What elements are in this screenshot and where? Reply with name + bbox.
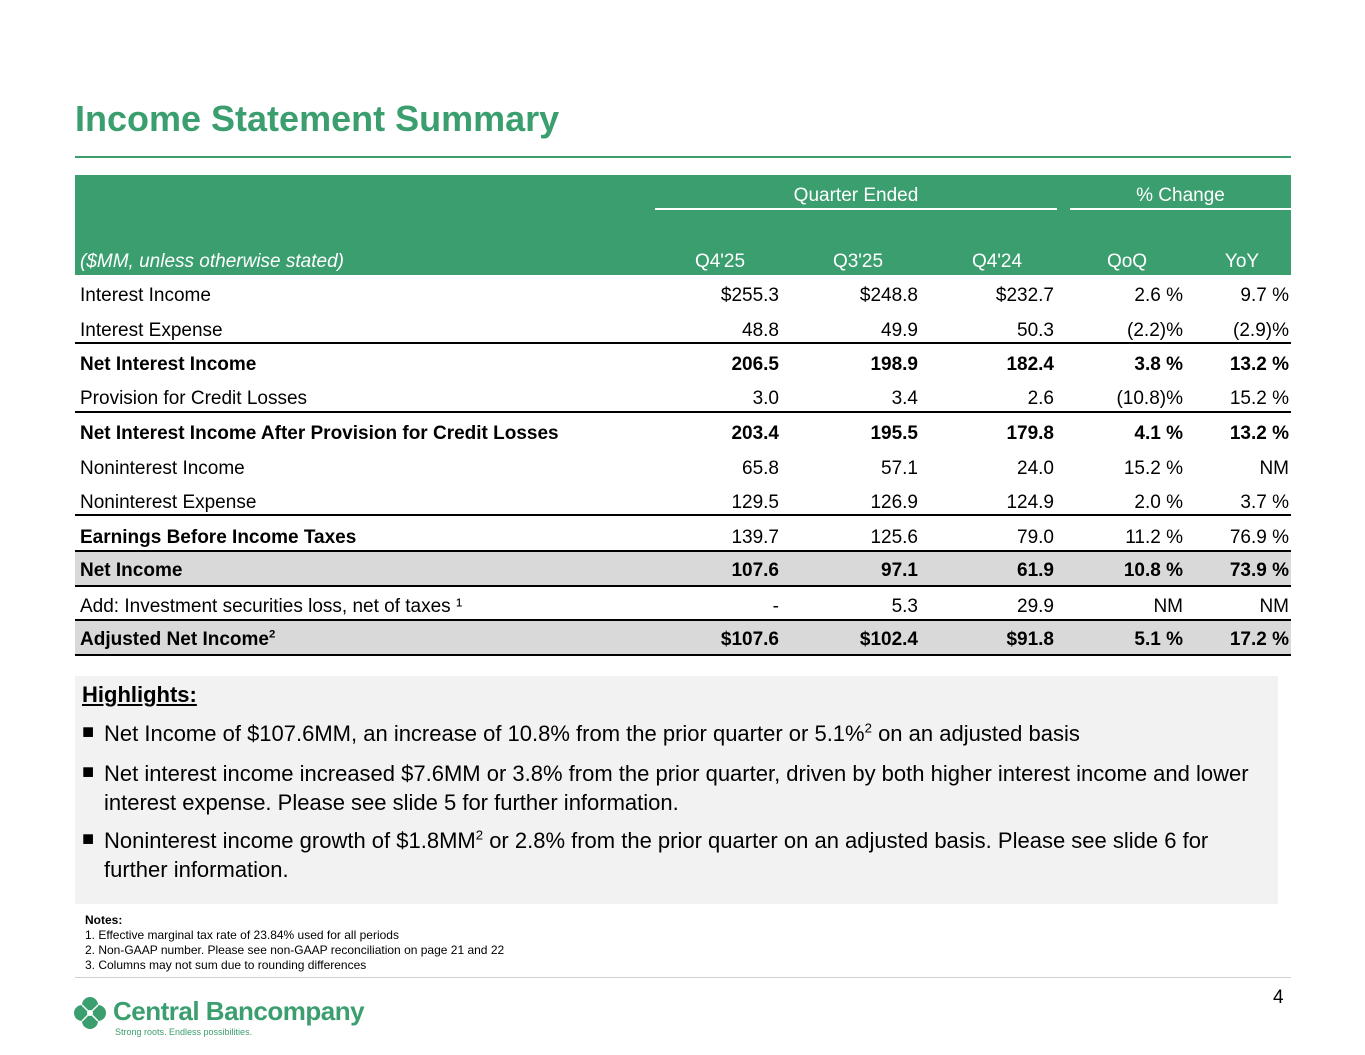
table-row bbox=[75, 312, 1291, 346]
highlights-title: Highlights: bbox=[82, 682, 197, 707]
col-header-q3-25: Q3'25 bbox=[832, 251, 884, 272]
cell-q4-24: 124.9 bbox=[1006, 492, 1054, 513]
cell-q4-24: 2.6 bbox=[1027, 388, 1054, 409]
group-underline-change bbox=[1070, 208, 1291, 210]
logo-tagline: Strong roots. Endless possibilities. bbox=[115, 1027, 253, 1037]
notes-section bbox=[85, 913, 504, 973]
cell-q4-25: - bbox=[772, 596, 779, 617]
cell-yoy: 76.9 % bbox=[1229, 527, 1289, 548]
group-header-quarter-ended: Quarter Ended bbox=[793, 185, 919, 206]
row-label: Adjusted Net Income$^2$ bbox=[80, 628, 276, 650]
row-label: Interest Income bbox=[80, 285, 211, 306]
col-header-yoy: YoY bbox=[1224, 251, 1260, 272]
cell-q3-25: 125.6 bbox=[870, 527, 918, 548]
cell-q4-24: $91.8 bbox=[1006, 629, 1054, 650]
table-row bbox=[75, 450, 1291, 484]
cell-q3-25: 3.4 bbox=[891, 388, 918, 409]
table-row bbox=[75, 415, 1291, 449]
row-divider bbox=[75, 411, 1291, 413]
cell-qoq: 5.1 % bbox=[1134, 629, 1183, 650]
square-bullet-icon: ■ bbox=[82, 828, 95, 850]
cell-q3-25: $102.4 bbox=[859, 629, 918, 650]
title-divider bbox=[75, 156, 1291, 158]
cell-q4-25: 48.8 bbox=[742, 320, 779, 341]
cell-q4-25: 65.8 bbox=[742, 458, 779, 479]
cell-qoq: (2.2)% bbox=[1127, 320, 1183, 341]
cell-q3-25: 195.5 bbox=[870, 423, 918, 444]
row-label: Noninterest Expense bbox=[80, 492, 257, 513]
notes-title: Notes: bbox=[85, 913, 123, 927]
cell-q3-25: 198.9 bbox=[870, 354, 918, 375]
group-underline-quarter bbox=[655, 208, 1057, 210]
company-logo bbox=[73, 996, 393, 1040]
cell-q4-24: 182.4 bbox=[1006, 354, 1054, 375]
table-row bbox=[75, 621, 1291, 655]
cell-qoq: 11.2 % bbox=[1125, 527, 1183, 548]
row-label: Net Income bbox=[80, 560, 183, 581]
col-header-q4-24: Q4'24 bbox=[971, 251, 1023, 272]
cell-q3-25: 97.1 bbox=[881, 560, 918, 581]
cell-q4-25: $255.3 bbox=[720, 285, 779, 306]
cell-yoy: NM bbox=[1259, 458, 1289, 479]
row-label: Net Interest Income After Provision for Credit Losses bbox=[80, 423, 559, 444]
logo-wordmark: Central Bancompany bbox=[113, 996, 365, 1026]
cell-yoy: 9.7 % bbox=[1240, 285, 1289, 306]
cell-yoy: 3.7 % bbox=[1240, 492, 1289, 513]
cell-q4-25: 206.5 bbox=[731, 354, 779, 375]
table-row bbox=[75, 552, 1291, 586]
row-label: Noninterest Income bbox=[80, 458, 245, 479]
page-number: 4 bbox=[1273, 987, 1284, 1008]
clover-icon bbox=[73, 996, 107, 1032]
cell-yoy: 17.2 % bbox=[1229, 629, 1289, 650]
cell-q4-25: 3.0 bbox=[752, 388, 779, 409]
table-row bbox=[75, 346, 1291, 380]
row-label: Interest Expense bbox=[80, 320, 223, 341]
note-item: 2. Non-GAAP number. Please see non-GAAP reconciliation on page 21 and 22 bbox=[85, 943, 505, 957]
cell-yoy: 15.2 % bbox=[1229, 388, 1289, 409]
row-divider bbox=[75, 585, 1291, 587]
cell-qoq: 2.6 % bbox=[1134, 285, 1183, 306]
cell-q3-25: $248.8 bbox=[859, 285, 918, 306]
row-label: Provision for Credit Losses bbox=[80, 388, 308, 409]
cell-q4-24: 79.0 bbox=[1017, 527, 1054, 548]
col-header-qoq: QoQ bbox=[1106, 251, 1148, 272]
table-row bbox=[75, 277, 1291, 311]
col-header-q4-25: Q4'25 bbox=[694, 251, 746, 272]
cell-q4-25: 107.6 bbox=[731, 560, 779, 581]
cell-yoy: 13.2 % bbox=[1229, 354, 1289, 375]
cell-yoy: 73.9 % bbox=[1229, 560, 1289, 581]
cell-q3-25: 126.9 bbox=[870, 492, 918, 513]
cell-yoy: 13.2 % bbox=[1229, 423, 1289, 444]
cell-q4-24: 50.3 bbox=[1017, 320, 1054, 341]
cell-yoy: NM bbox=[1259, 596, 1289, 617]
cell-yoy: (2.9)% bbox=[1233, 320, 1289, 341]
highlights-box bbox=[75, 676, 1278, 904]
square-bullet-icon: ■ bbox=[82, 761, 95, 783]
row-label: Earnings Before Income Taxes bbox=[80, 527, 357, 548]
table-row bbox=[75, 484, 1291, 518]
cell-q4-25: 129.5 bbox=[731, 492, 779, 513]
row-label: Add: Investment securities loss, net of taxes ¹ bbox=[80, 596, 463, 617]
cell-qoq: NM bbox=[1153, 596, 1183, 617]
cell-q4-25: 139.7 bbox=[731, 527, 779, 548]
cell-q4-25: 203.4 bbox=[731, 423, 779, 444]
table-row bbox=[75, 588, 1291, 622]
cell-q3-25: 5.3 bbox=[891, 596, 918, 617]
cell-q4-24: 24.0 bbox=[1017, 458, 1054, 479]
table-row bbox=[75, 380, 1291, 414]
cell-qoq: 4.1 % bbox=[1134, 423, 1183, 444]
cell-q4-24: $232.7 bbox=[995, 285, 1054, 306]
group-header-percent-change: % Change bbox=[1136, 185, 1225, 206]
cell-q4-24: 179.8 bbox=[1006, 423, 1054, 444]
cell-qoq: 3.8 % bbox=[1134, 354, 1183, 375]
note-item: 1. Effective marginal tax rate of 23.84% used for all periods bbox=[85, 928, 399, 942]
cell-qoq: 2.0 % bbox=[1134, 492, 1183, 513]
unit-label: ($MM, unless otherwise stated) bbox=[80, 251, 344, 272]
highlight-bullet: ■ Noninterest income growth of $\$1.8MM^2$ or 2.8% from the prior quarter on an adjusted basis. Please see slide 6 for further information. bbox=[82, 826, 1267, 884]
highlight-bullet: ■ Net Income of $107.6MM, an increase of 10.8% from the prior quarter or 5.1%$^2$ on an adjusted basis bbox=[82, 719, 1267, 748]
cell-qoq: (10.8)% bbox=[1116, 388, 1183, 409]
row-divider bbox=[75, 342, 1291, 344]
table-bottom-border bbox=[75, 654, 1291, 656]
note-item: 3. Columns may not sum due to rounding differences bbox=[85, 958, 367, 972]
table-header bbox=[75, 175, 1291, 275]
cell-q4-25: $107.6 bbox=[720, 629, 779, 650]
row-divider bbox=[75, 514, 1291, 516]
cell-qoq: 15.2 % bbox=[1123, 458, 1183, 479]
cell-q4-24: 29.9 bbox=[1017, 596, 1054, 617]
highlight-bullet: ■ Net interest income increased $7.6MM or 3.8% from the prior quarter, driven by both higher interest income and lower interest expense. Please see slide 5 for further information. bbox=[82, 759, 1267, 817]
cell-q3-25: 49.9 bbox=[881, 320, 918, 341]
table-row bbox=[75, 519, 1291, 553]
cell-qoq: 10.8 % bbox=[1123, 560, 1183, 581]
cell-q4-24: 61.9 bbox=[1017, 560, 1054, 581]
row-label: Net Interest Income bbox=[80, 354, 257, 375]
footer-divider bbox=[75, 977, 1291, 978]
page-title: Income Statement Summary bbox=[75, 98, 560, 139]
square-bullet-icon: ■ bbox=[82, 721, 95, 743]
cell-q3-25: 57.1 bbox=[881, 458, 918, 479]
